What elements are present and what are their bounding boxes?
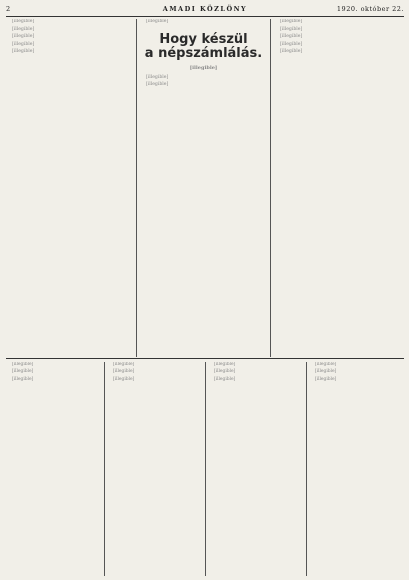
paragraph: [illegible] [214,376,236,382]
lower-column-2 [107,362,203,576]
paragraph: [illegible] [315,376,337,382]
paragraph: [illegible] [280,34,303,40]
masthead [6,4,404,17]
paragraph: [illegible] [146,74,169,80]
column-2 [140,19,267,357]
paragraph: [illegible] [113,376,135,382]
column-divider [270,19,271,357]
paragraph: [illegible] [12,362,34,367]
column-1 [6,19,133,357]
upper-section [6,19,404,357]
lower-column-4 [309,362,404,576]
paragraph: [illegible] [12,34,35,40]
paragraph: [illegible] [12,49,35,55]
paragraph: [illegible] [12,19,35,24]
paragraph: [illegible] [214,362,236,367]
lower-section [6,362,404,576]
newspaper-title: AMADI KÖZLÖNY [162,5,248,13]
section-rule [6,358,404,359]
paragraph: [illegible] [12,41,35,47]
column-divider [136,19,137,357]
column-divider [104,362,105,576]
lower-column-1 [6,362,102,576]
paragraph: [illegible] [146,82,169,88]
column-divider [306,362,307,576]
paragraph: [illegible] [113,369,135,375]
paragraph: [illegible] [280,41,303,47]
paragraph: [illegible] [214,369,236,375]
paragraph: [illegible] [12,376,34,382]
paragraph: [illegible] [315,362,337,367]
issue-date: 1920. október 22. [336,5,404,13]
headline-line-1: Hogy készül [159,31,248,47]
paragraph: [illegible] [280,49,303,55]
paragraph: [illegible] [280,26,303,32]
paragraph: [illegible] [315,369,337,375]
paragraph: [illegible] [280,19,303,24]
paragraph: [illegible] [12,26,35,32]
lower-column-3 [208,362,304,576]
column-divider [205,362,206,576]
newspaper-page [6,4,404,576]
headline-line-2: a népszámlálás. [144,45,263,61]
paragraph: [illegible] [12,369,34,375]
paragraph: [illegible] [113,362,135,367]
article-headline [140,33,267,71]
column-3 [274,19,404,357]
page-number: 2 [6,5,11,13]
paragraph: [illegible] [146,19,169,24]
article-subheadline: [illegible] [189,64,218,71]
